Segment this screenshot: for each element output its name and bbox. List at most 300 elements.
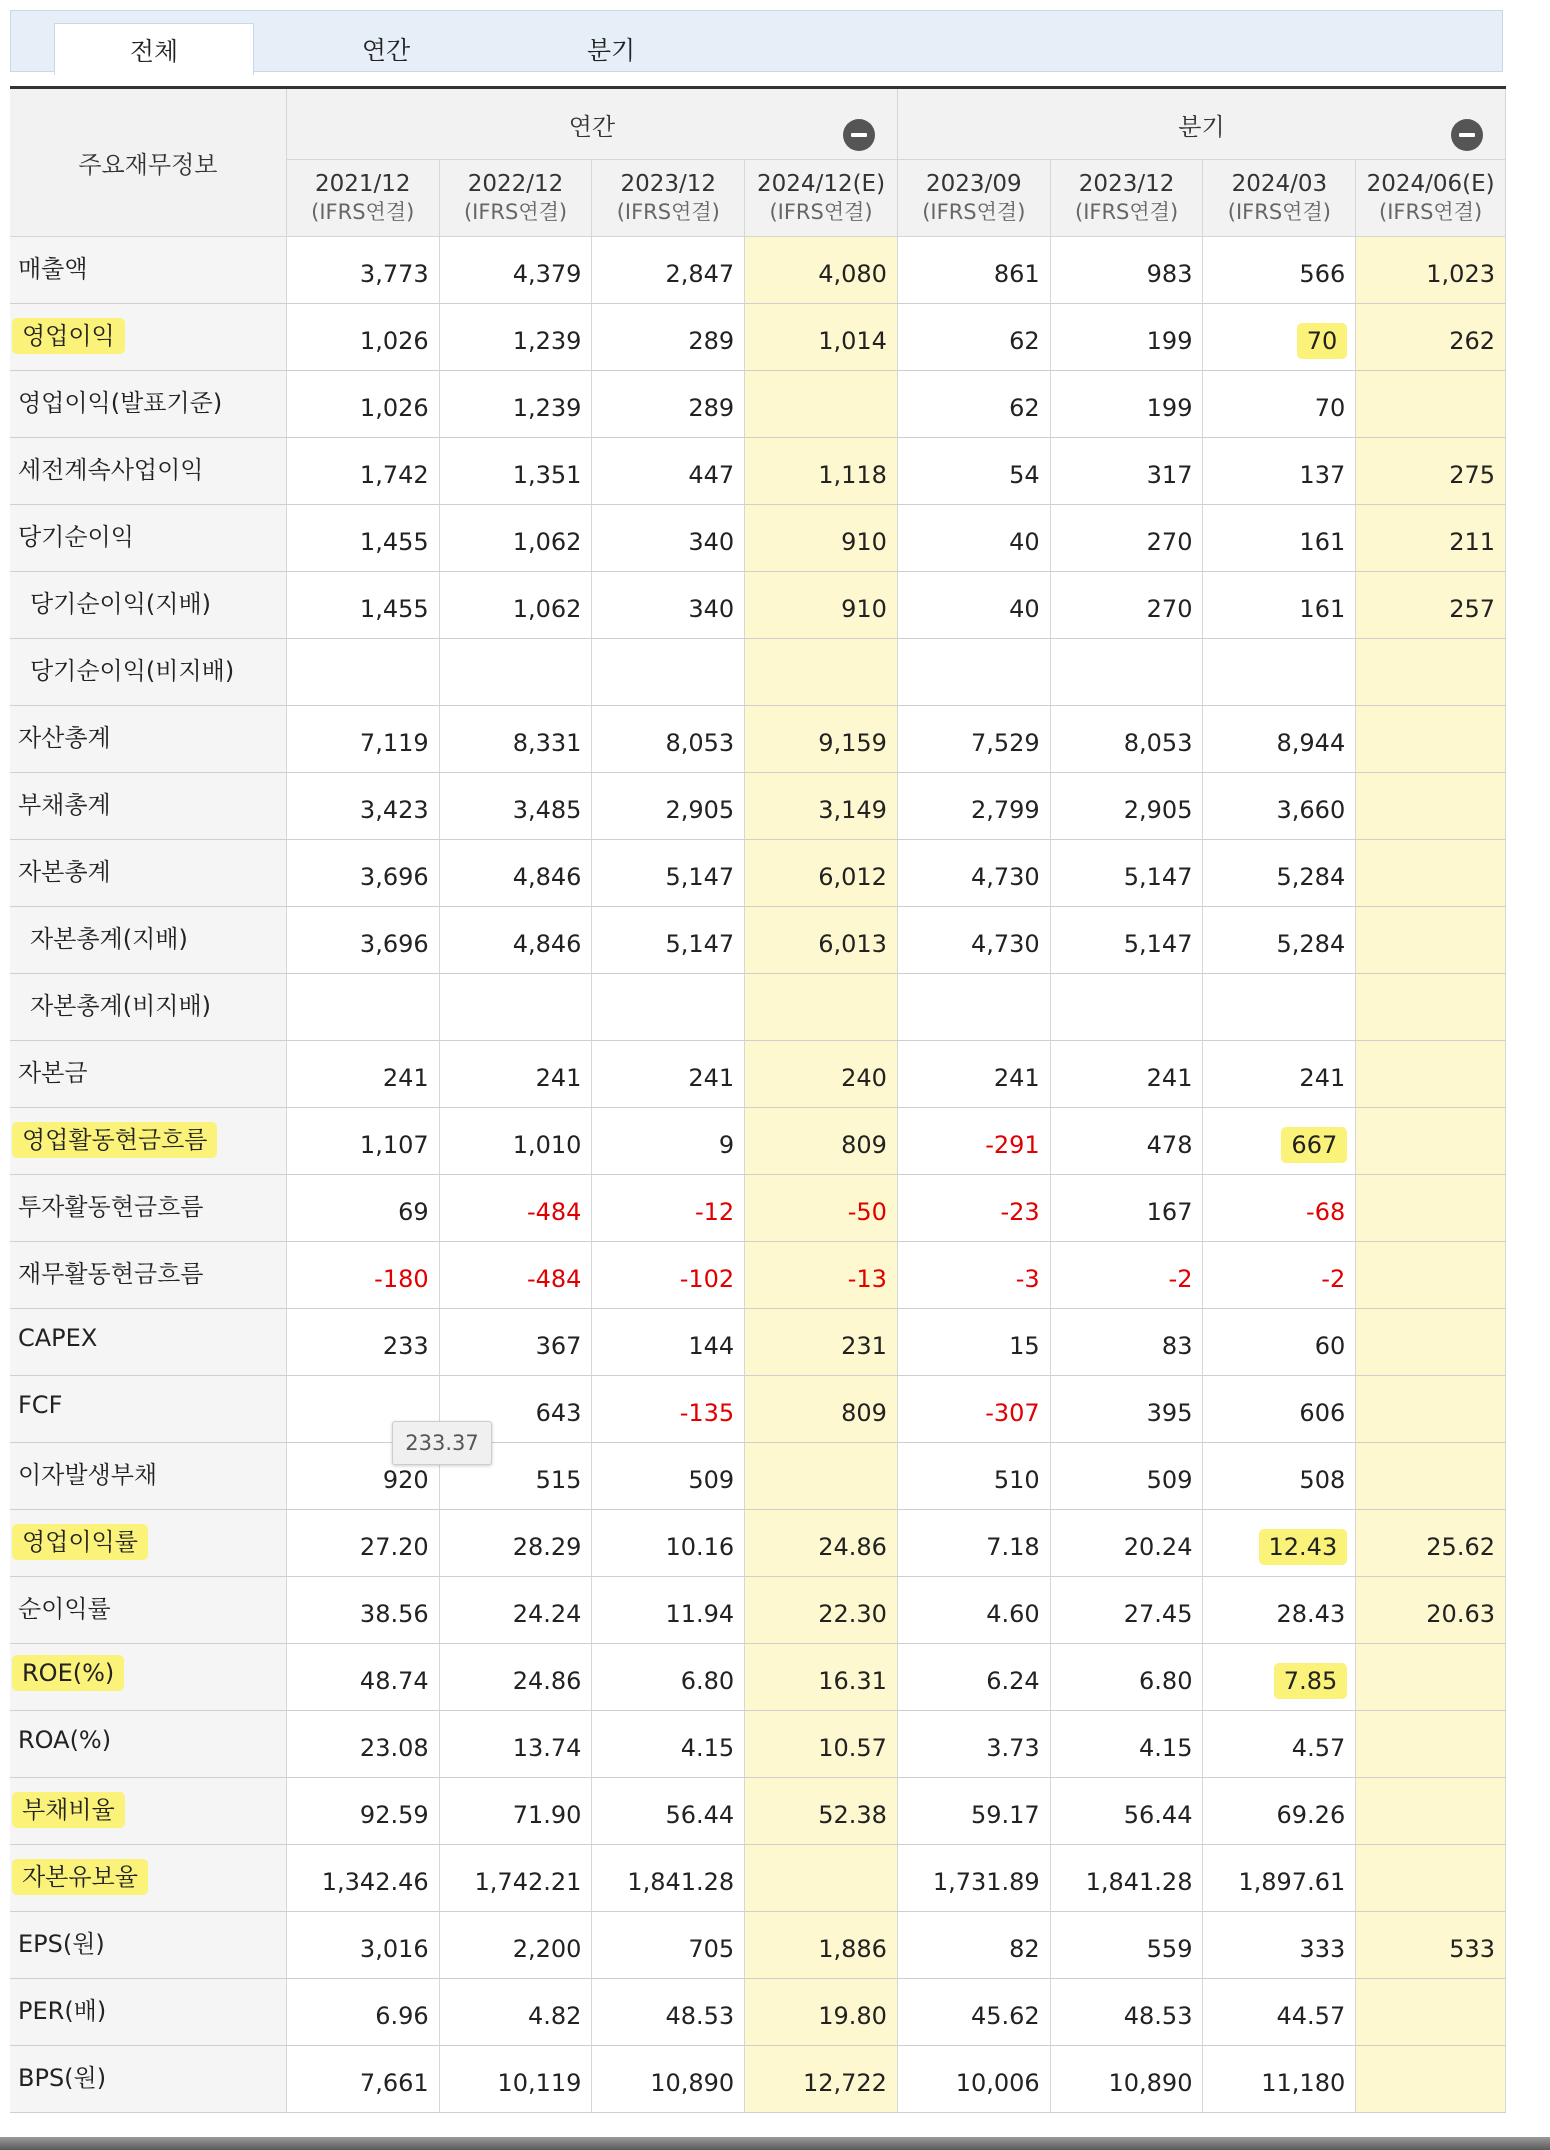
table-cell (592, 1108, 745, 1175)
table-cell (1356, 1108, 1506, 1175)
cell-value: 5,284 (1276, 863, 1346, 891)
table-cell (286, 1845, 439, 1912)
table-cell (1356, 1175, 1506, 1242)
table-cell (897, 1242, 1050, 1309)
cell-value: 62 (1009, 394, 1040, 422)
cell-value: 1,342.46 (321, 1868, 429, 1896)
table-cell (745, 773, 898, 840)
cell-value: 667 (1283, 1129, 1345, 1161)
table-cell (1356, 840, 1506, 907)
cell-value: 48.53 (1123, 2002, 1193, 2030)
cell-value: 1,742.21 (474, 1868, 582, 1896)
table-cell (286, 1041, 439, 1108)
table-cell (897, 773, 1050, 840)
table-cell (745, 1376, 898, 1443)
column-period: 2023/09 (926, 171, 1022, 197)
table-cell (1050, 1309, 1203, 1376)
row-label-text: 재무활동현금흐름 (18, 1259, 204, 1288)
table-cell (897, 1175, 1050, 1242)
cell-value: 5,147 (665, 930, 735, 958)
cell-value: 56.44 (665, 1801, 735, 1829)
column-header (745, 160, 898, 237)
table-cell (1050, 505, 1203, 572)
cell-value: 167 (1146, 1198, 1193, 1226)
cell-value: 6.80 (1139, 1667, 1193, 1695)
row-header-label: 주요재무정보 (10, 89, 286, 237)
table-cell (439, 237, 592, 304)
cell-value: -291 (985, 1131, 1040, 1159)
cell-value: 1,239 (512, 394, 582, 422)
cell-value: 241 (382, 1064, 429, 1092)
column-basis: (IFRS연결) (463, 200, 568, 224)
row-label (10, 1845, 286, 1912)
table-cell (439, 1309, 592, 1376)
table-cell (1050, 974, 1203, 1041)
cell-value: 705 (688, 1935, 735, 1963)
cell-value: 8,944 (1276, 729, 1346, 757)
table-row (10, 1979, 1506, 2046)
table-cell (439, 1778, 592, 1845)
table-cell (286, 1309, 439, 1376)
row-label-text: 세전계속사업이익 (18, 455, 204, 484)
table-cell (1356, 1778, 1506, 1845)
row-label-text: 부채총계 (18, 790, 111, 819)
table-cell (286, 907, 439, 974)
table-row (10, 1644, 1506, 1711)
cell-value: 5,284 (1276, 930, 1346, 958)
table-cell (1356, 1644, 1506, 1711)
cell-value: -12 (694, 1198, 735, 1226)
table-cell (745, 840, 898, 907)
cell-value: -102 (679, 1265, 735, 1293)
table-row (10, 1912, 1506, 1979)
table-cell (439, 1510, 592, 1577)
cell-value: 3,696 (359, 930, 429, 958)
cell-value: 289 (688, 327, 735, 355)
table-cell (1050, 1242, 1203, 1309)
cell-value: 161 (1299, 528, 1346, 556)
cell-value: 910 (841, 528, 887, 556)
row-label-text: EPS(원) (18, 1929, 105, 1958)
cell-value: 508 (1299, 1466, 1346, 1494)
table-cell (745, 1912, 898, 1979)
table-cell (897, 1711, 1050, 1778)
table-row (10, 1041, 1506, 1108)
table-cell (1203, 706, 1356, 773)
row-label (10, 1644, 286, 1711)
row-label-text: 자본금 (18, 1058, 88, 1087)
cell-value: 4.15 (1139, 1734, 1193, 1762)
table-cell (897, 907, 1050, 974)
table-cell (745, 2046, 898, 2113)
table-cell (745, 907, 898, 974)
tab-all[interactable]: 전체 (54, 23, 254, 75)
cell-value: 10,119 (497, 2069, 582, 2097)
table-cell (1203, 1309, 1356, 1376)
row-label-text: 당기순이익(지배) (30, 589, 212, 618)
table-cell (897, 438, 1050, 505)
cell-value: 275 (1449, 461, 1495, 489)
cell-value: 10,006 (955, 2069, 1040, 2097)
cell-value: -484 (526, 1198, 582, 1226)
row-label (10, 706, 286, 773)
cell-value: -13 (847, 1265, 887, 1293)
cell-value: 509 (688, 1466, 735, 1494)
table-cell (1356, 1510, 1506, 1577)
table-cell (745, 974, 898, 1041)
cell-value: 643 (535, 1399, 582, 1427)
table-cell (286, 1108, 439, 1175)
table-cell (1050, 1778, 1203, 1845)
table-cell (745, 1443, 898, 1510)
tab-quarterly[interactable]: 분기 (586, 36, 636, 65)
column-period: 2023/12 (1078, 171, 1175, 197)
cell-value: 24.86 (512, 1667, 582, 1695)
column-header (286, 160, 439, 237)
cell-value: 4.15 (680, 1734, 735, 1762)
table-cell (439, 438, 592, 505)
table-cell (1203, 371, 1356, 438)
cell-value: 199 (1146, 394, 1193, 422)
cell-value: 1,731.89 (932, 1868, 1040, 1896)
group-label: 연간 (568, 112, 616, 141)
cell-value: -68 (1306, 1198, 1346, 1226)
table-cell (1356, 1041, 1506, 1108)
cell-value: 1,886 (818, 1935, 887, 1963)
row-label-text: 순이익률 (18, 1594, 111, 1623)
table-cell (1356, 1309, 1506, 1376)
cell-value: 340 (688, 595, 735, 623)
table-cell (592, 1912, 745, 1979)
table-cell (439, 773, 592, 840)
window-bottom-edge (0, 2137, 1550, 2150)
cell-value: 60 (1314, 1332, 1346, 1360)
table-cell (592, 371, 745, 438)
table-cell (592, 1175, 745, 1242)
row-label (10, 1242, 286, 1309)
minus-icon (1459, 133, 1475, 137)
cell-value: 559 (1146, 1935, 1193, 1963)
table-cell (439, 2046, 592, 2113)
table-cell (1356, 505, 1506, 572)
cell-value: 241 (1299, 1064, 1346, 1092)
cell-value: 3.73 (986, 1734, 1040, 1762)
table-cell (286, 773, 439, 840)
cell-value: 241 (535, 1064, 582, 1092)
table-cell (1050, 572, 1203, 639)
cell-value: 3,485 (512, 796, 582, 824)
column-period: 2022/12 (467, 171, 564, 197)
table-cell (745, 706, 898, 773)
table-cell (592, 706, 745, 773)
cell-value: 20.24 (1123, 1533, 1193, 1561)
table-cell (286, 1510, 439, 1577)
table-cell (286, 1711, 439, 1778)
table-cell (1356, 1376, 1506, 1443)
cell-value: 199 (1146, 327, 1193, 355)
cell-value: 1,062 (512, 528, 582, 556)
table-cell (592, 840, 745, 907)
table-cell (286, 505, 439, 572)
table-cell (1050, 1912, 1203, 1979)
table-row (10, 505, 1506, 572)
row-label (10, 1979, 286, 2046)
cell-value: 3,423 (359, 796, 429, 824)
table-cell (1203, 572, 1356, 639)
row-label (10, 237, 286, 304)
table-cell (897, 1309, 1050, 1376)
cell-value: 1,118 (818, 461, 887, 489)
cell-value: 28.29 (512, 1533, 582, 1561)
cell-value: 27.20 (359, 1533, 429, 1561)
table-cell (286, 237, 439, 304)
table-cell (745, 1175, 898, 1242)
row-label-text: 자본유보율 (14, 1861, 146, 1893)
table-cell (897, 1778, 1050, 1845)
row-label-text: 부채비율 (14, 1794, 123, 1826)
cell-value: 24.86 (818, 1533, 887, 1561)
cell-value: 1,742 (359, 461, 429, 489)
table-cell (286, 1644, 439, 1711)
cell-value: 5,147 (1123, 863, 1193, 891)
cell-value: -307 (985, 1399, 1040, 1427)
cell-value: 70 (1299, 325, 1346, 357)
cell-value: 40 (1009, 595, 1040, 623)
table-cell (439, 1577, 592, 1644)
table-cell (1203, 773, 1356, 840)
table-cell (1203, 1845, 1356, 1912)
table-cell (1203, 1175, 1356, 1242)
row-label-text: 자본총계 (18, 857, 111, 886)
cell-value: 1,897.61 (1238, 1868, 1346, 1896)
column-period: 2024/03 (1231, 171, 1328, 197)
table-cell (745, 1309, 898, 1376)
table-cell (1356, 304, 1506, 371)
cell-value: 19.80 (818, 2002, 887, 2030)
row-label (10, 907, 286, 974)
table-cell (439, 1711, 592, 1778)
table-cell (745, 1778, 898, 1845)
table-cell (439, 840, 592, 907)
row-label (10, 505, 286, 572)
cell-value: 510 (993, 1466, 1040, 1494)
table-row (10, 1845, 1506, 1912)
table-cell (1356, 1577, 1506, 1644)
table-cell (286, 974, 439, 1041)
table-cell (897, 706, 1050, 773)
column-period: 2024/06(E) (1366, 171, 1495, 197)
table-cell (1356, 1845, 1506, 1912)
collapse-annual-button[interactable] (843, 119, 875, 151)
cell-value: -50 (847, 1198, 887, 1226)
table-cell (1050, 1577, 1203, 1644)
table-cell (592, 2046, 745, 2113)
cell-value: 45.62 (970, 2002, 1040, 2030)
cell-value: 333 (1299, 1935, 1346, 1963)
table-cell (897, 237, 1050, 304)
column-header (592, 160, 745, 237)
cell-value: 8,331 (512, 729, 582, 757)
table-row (10, 773, 1506, 840)
cell-value: 69 (398, 1198, 429, 1226)
table-cell (1203, 1912, 1356, 1979)
row-label (10, 1778, 286, 1845)
table-cell (1050, 639, 1203, 706)
cell-value: 7,119 (359, 729, 429, 757)
table-cell (286, 706, 439, 773)
row-label (10, 1175, 286, 1242)
table-cell (897, 1443, 1050, 1510)
row-label (10, 1577, 286, 1644)
table-cell (745, 438, 898, 505)
cell-value: 340 (688, 528, 735, 556)
cell-value: 82 (1009, 1935, 1040, 1963)
cell-value: 241 (1146, 1064, 1193, 1092)
table-row (10, 639, 1506, 706)
table-row (10, 1577, 1506, 1644)
cell-value: 478 (1146, 1131, 1193, 1159)
cell-value: 69.26 (1276, 1801, 1346, 1829)
cell-value: 1,455 (359, 528, 429, 556)
table-cell (439, 1979, 592, 2046)
cell-value: 1,841.28 (627, 1868, 735, 1896)
cell-value: 24.24 (512, 1600, 582, 1628)
row-label (10, 840, 286, 907)
cell-value: 27.45 (1123, 1600, 1193, 1628)
row-label (10, 1711, 286, 1778)
table-cell (439, 907, 592, 974)
cell-value: 257 (1449, 595, 1495, 623)
cell-value: -484 (526, 1265, 582, 1293)
table-cell (439, 706, 592, 773)
table-cell (592, 1644, 745, 1711)
cell-value: 20.63 (1426, 1600, 1495, 1628)
table-cell (439, 1041, 592, 1108)
table-cell (897, 1845, 1050, 1912)
row-label (10, 304, 286, 371)
cell-value: 2,799 (970, 796, 1040, 824)
column-basis: (IFRS연결) (922, 200, 1026, 224)
cell-value: 241 (688, 1064, 735, 1092)
column-basis: (IFRS연결) (616, 200, 720, 224)
table-cell (745, 304, 898, 371)
table-row (10, 1175, 1506, 1242)
cell-value: 3,660 (1276, 796, 1346, 824)
cell-value: 910 (841, 595, 887, 623)
table-cell (592, 1778, 745, 1845)
cell-value: 70 (1314, 394, 1346, 422)
cell-value: 809 (841, 1399, 887, 1427)
cell-value: 240 (841, 1064, 887, 1092)
table-cell (592, 1510, 745, 1577)
cell-value: 1,351 (512, 461, 582, 489)
cell-value: 395 (1146, 1399, 1193, 1427)
table-row (10, 371, 1506, 438)
table-row (10, 974, 1506, 1041)
cell-value: 13.74 (512, 1734, 582, 1762)
table-cell (1050, 1845, 1203, 1912)
table-cell (745, 1644, 898, 1711)
table-cell (745, 1979, 898, 2046)
table-cell (745, 572, 898, 639)
table-cell (745, 1711, 898, 1778)
cell-value: 1,062 (512, 595, 582, 623)
table-cell (897, 840, 1050, 907)
cell-value: 861 (993, 260, 1040, 288)
cell-value: 1,455 (359, 595, 429, 623)
cell-value: 83 (1161, 1332, 1193, 1360)
cell-value: 367 (535, 1332, 582, 1360)
table-cell (439, 304, 592, 371)
table-cell (592, 639, 745, 706)
cell-value: 920 (382, 1466, 429, 1494)
table-cell (1203, 2046, 1356, 2113)
column-basis: (IFRS연결) (1227, 200, 1331, 224)
cell-value: 48.74 (359, 1667, 429, 1695)
table-cell (1050, 1376, 1203, 1443)
table-cell (439, 1108, 592, 1175)
table-cell (439, 639, 592, 706)
cell-value: 8,053 (665, 729, 735, 757)
table-cell (592, 1242, 745, 1309)
cell-value: 211 (1449, 528, 1495, 556)
table-row (10, 1309, 1506, 1376)
row-label (10, 639, 286, 706)
table-cell (1356, 237, 1506, 304)
table-cell (1050, 773, 1203, 840)
table-cell (1203, 639, 1356, 706)
table-cell (1203, 1778, 1356, 1845)
cell-value: 11,180 (1261, 2069, 1346, 2097)
table-row (10, 1510, 1506, 1577)
table-row (10, 572, 1506, 639)
table-cell (897, 639, 1050, 706)
collapse-quarterly-button[interactable] (1451, 119, 1483, 151)
table-cell (897, 1644, 1050, 1711)
cell-value: 2,847 (665, 260, 735, 288)
cell-value: -23 (1000, 1198, 1040, 1226)
cell-value: 3,149 (818, 796, 887, 824)
table-cell (592, 304, 745, 371)
cell-value: 22.30 (818, 1600, 887, 1628)
cell-value: 4.60 (986, 1600, 1040, 1628)
cell-value: 317 (1146, 461, 1193, 489)
cell-value: 2,905 (1123, 796, 1193, 824)
table-cell (592, 1845, 745, 1912)
table-cell (745, 1041, 898, 1108)
table-cell (1203, 438, 1356, 505)
table-cell (1050, 907, 1203, 974)
row-label (10, 1108, 286, 1175)
cell-value: -2 (1168, 1265, 1193, 1293)
table-cell (592, 237, 745, 304)
table-cell (286, 1577, 439, 1644)
table-cell (286, 1175, 439, 1242)
tab-annual[interactable]: 연간 (361, 36, 411, 65)
cell-value: 2,905 (665, 796, 735, 824)
table-cell (1356, 974, 1506, 1041)
cell-value: 1,023 (1426, 260, 1495, 288)
table-cell (897, 371, 1050, 438)
cell-value: 4,846 (512, 930, 582, 958)
row-label-text: 영업이익률 (14, 1526, 146, 1558)
cell-value: 52.38 (818, 1801, 887, 1829)
table-cell (1203, 237, 1356, 304)
row-label (10, 1041, 286, 1108)
table-cell (745, 1108, 898, 1175)
row-label-text: 자본총계(지배) (30, 924, 188, 953)
cell-value: 4.57 (1291, 1734, 1346, 1762)
